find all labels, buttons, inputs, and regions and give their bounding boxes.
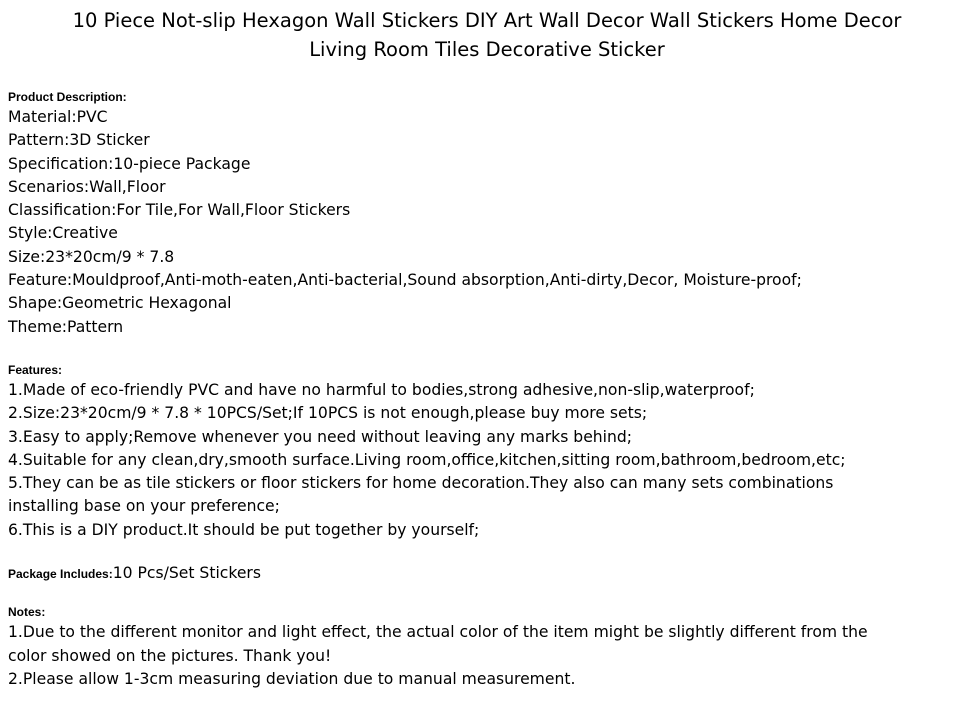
package-includes-section (0, 562, 974, 585)
package-includes-value: 10 Pcs/Set Stickers (112, 564, 261, 583)
spec-line: Specification:10-piece Package (8, 154, 251, 173)
spec-line: Style:Creative (8, 224, 118, 243)
product-title (0, 0, 974, 64)
note-line: 2.Please allow 1-3cm measuring deviation due to manual measurement. (8, 669, 576, 688)
product-title-line-1: 10 Piece Not-slip Hexagon Wall Stickers DIY Art Wall Decor Wall Stickers Home Decor (72, 9, 902, 32)
spec-line: Theme:Pattern (8, 317, 124, 336)
product-title-line-2: Living Room Tiles Decorative Sticker (309, 38, 665, 61)
spec-line: Classification:For Tile,For Wall,Floor Stickers (8, 201, 351, 220)
feature-line: installing base on your preference; (8, 497, 280, 516)
spec-line: Material:PVC (8, 108, 108, 126)
spec-line: Scenarios:Wall,Floor (8, 177, 166, 196)
features-section (0, 362, 974, 542)
features-heading: Features: (8, 362, 63, 377)
spec-line: Shape:Geometric Hexagonal (8, 294, 232, 313)
note-line: 1.Due to the different monitor and light effect, the actual color of the item might be slightly different from the (8, 623, 868, 642)
spec-line: Size:23*20cm/9 * 7.8 (8, 247, 175, 266)
feature-line: 4.Suitable for any clean,dry,smooth surface.Living room,office,kitchen,sitting room,bathroom,bedroom,etc; (8, 450, 846, 469)
notes-heading: Notes: (8, 605, 46, 620)
spec-line: Feature:Mouldproof,Anti-moth-eaten,Anti-bacterial,Sound absorption,Anti-dirty,Decor, Moisture-proof; (8, 271, 802, 290)
notes-section (0, 604, 974, 691)
feature-line: 1.Made of eco-friendly PVC and have no harmful to bodies,strong adhesive,non-slip,waterproof; (8, 380, 755, 399)
package-includes-heading: Package Includes: (8, 567, 113, 582)
feature-line: 3.Easy to apply;Remove whenever you need without leaving any marks behind; (8, 427, 633, 446)
feature-line: 6.This is a DIY product.It should be put together by yourself; (8, 520, 480, 539)
product-description-section (0, 89, 974, 339)
feature-line: 2.Size:23*20cm/9 * 7.8 * 10PCS/Set;If 10PCS is not enough,please buy more sets; (8, 404, 648, 423)
note-line: color showed on the pictures. Thank you! (8, 646, 332, 665)
spec-line: Pattern:3D Sticker (8, 131, 150, 150)
product-description-heading: Product Description: (8, 90, 127, 104)
feature-line: 5.They can be as tile stickers or floor stickers for home decoration.They also can many sets combinations (8, 474, 834, 493)
